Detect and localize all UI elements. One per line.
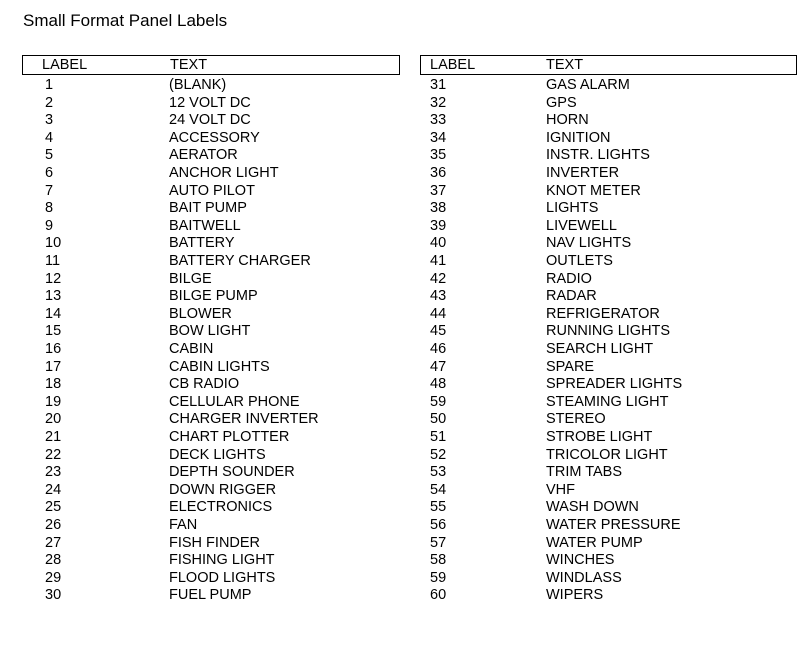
label-number: 53 <box>430 464 447 481</box>
label-text: GAS ALARM <box>546 77 630 93</box>
label-number: 35 <box>430 147 447 164</box>
label-number: 2 <box>45 94 54 111</box>
label-text: WINCHES <box>546 552 615 569</box>
label-text: CHARGER INVERTER <box>169 411 319 428</box>
label-text: WIPERS <box>546 587 604 604</box>
label-text: IGNITION <box>546 129 611 146</box>
label-text: FUEL PUMP <box>169 587 252 604</box>
label-text: WINDLASS <box>546 569 622 586</box>
label-text: 12 VOLT DC <box>169 94 251 111</box>
label-text: (BLANK) <box>169 77 227 93</box>
label-number: 17 <box>45 358 62 375</box>
label-number: 13 <box>45 288 62 305</box>
label-text: CELLULAR PHONE <box>169 393 300 410</box>
label-text: CABIN LIGHTS <box>169 358 270 375</box>
label-number: 21 <box>45 429 62 445</box>
label-text: BLOWER <box>169 305 232 322</box>
label-text: HORN <box>546 112 589 129</box>
label-text: REFRIGERATOR <box>546 305 660 322</box>
label-number: 29 <box>45 569 62 586</box>
label-number: 18 <box>45 376 62 393</box>
label-number: 59 <box>430 569 447 586</box>
label-number: 31 <box>430 77 447 93</box>
label-text: NAV LIGHTS <box>546 235 632 252</box>
label-number: 7 <box>45 182 54 199</box>
left-table-header <box>22 55 400 75</box>
text-column-header: TEXT <box>170 57 208 73</box>
label-text: INVERTER <box>546 165 620 181</box>
label-number: 22 <box>45 446 62 463</box>
label-text: STEAMING LIGHT <box>546 393 669 410</box>
label-number: 28 <box>45 552 62 569</box>
label-number: 41 <box>430 253 447 269</box>
label-text: FLOOD LIGHTS <box>169 569 276 586</box>
label-number: 27 <box>45 534 62 551</box>
label-number: 54 <box>430 481 447 498</box>
label-number: 8 <box>45 200 54 217</box>
label-text: TRICOLOR LIGHT <box>546 446 668 463</box>
label-text: SEARCH LIGHT <box>546 341 654 357</box>
label-number: 25 <box>45 499 62 516</box>
label-text: CB RADIO <box>169 376 240 393</box>
label-text: WATER PUMP <box>546 534 643 551</box>
label-number: 3 <box>45 112 54 129</box>
label-number: 42 <box>430 270 447 287</box>
label-text: DEPTH SOUNDER <box>169 464 295 481</box>
label-number: 56 <box>430 517 447 533</box>
label-text: FISHING LIGHT <box>169 552 275 569</box>
label-text: BATTERY <box>169 235 235 252</box>
label-number: 48 <box>430 376 447 393</box>
right-table-header <box>420 55 797 75</box>
label-number: 12 <box>45 270 62 287</box>
right-label-table <box>420 55 797 604</box>
text-column-header: TEXT <box>546 57 584 73</box>
label-number: 52 <box>430 446 447 463</box>
label-number: 39 <box>430 217 447 234</box>
label-number: 9 <box>45 217 54 234</box>
label-number: 4 <box>45 129 54 146</box>
label-number: 34 <box>430 129 447 146</box>
label-number: 5 <box>45 147 54 164</box>
label-text: BILGE PUMP <box>169 288 258 305</box>
label-text: STEREO <box>546 411 606 428</box>
label-number: 55 <box>430 499 447 516</box>
label-text: RUNNING LIGHTS <box>546 323 671 340</box>
label-number: 36 <box>430 165 447 181</box>
page-title: Small Format Panel Labels <box>23 11 228 30</box>
label-text: SPARE <box>546 358 595 375</box>
label-text: DOWN RIGGER <box>169 481 277 498</box>
label-number: 15 <box>45 323 62 340</box>
left-label-table <box>22 55 400 604</box>
label-number: 46 <box>430 341 447 357</box>
label-text: FISH FINDER <box>169 534 261 551</box>
label-number: 44 <box>430 305 447 322</box>
label-column-header: LABEL <box>42 57 88 73</box>
label-text: 24 VOLT DC <box>169 112 251 129</box>
label-text: AUTO PILOT <box>169 182 255 199</box>
label-text: BATTERY CHARGER <box>169 253 311 269</box>
label-text: LIVEWELL <box>546 217 617 234</box>
label-number: 58 <box>430 552 447 569</box>
label-text: RADAR <box>546 288 597 305</box>
label-number: 30 <box>45 587 62 604</box>
label-text: WASH DOWN <box>546 499 639 516</box>
label-number: 59 <box>430 393 447 410</box>
label-number: 51 <box>430 429 447 445</box>
label-text: BAIT PUMP <box>169 200 247 217</box>
label-text: AERATOR <box>169 147 238 164</box>
label-number: 11 <box>45 253 61 269</box>
label-text: CABIN <box>169 341 214 357</box>
label-text: ANCHOR LIGHT <box>169 165 279 181</box>
label-text: OUTLETS <box>546 253 613 269</box>
label-text: STROBE LIGHT <box>546 429 653 445</box>
label-number: 20 <box>45 411 62 428</box>
label-number: 40 <box>430 235 447 252</box>
label-number: 1 <box>45 77 54 93</box>
label-text: KNOT METER <box>546 182 641 199</box>
label-number: 19 <box>45 393 62 410</box>
label-number: 45 <box>430 323 447 340</box>
label-text: ACCESSORY <box>169 129 260 146</box>
label-number: 57 <box>430 534 447 551</box>
label-text: INSTR. LIGHTS <box>546 147 650 164</box>
label-column-header: LABEL <box>430 57 476 73</box>
label-text: LIGHTS <box>546 200 599 217</box>
label-number: 23 <box>45 464 62 481</box>
label-text: SPREADER LIGHTS <box>546 376 683 393</box>
label-text: BILGE <box>169 270 212 287</box>
label-number: 38 <box>430 200 447 217</box>
label-number: 50 <box>430 411 447 428</box>
label-text: GPS <box>546 94 577 111</box>
label-number: 14 <box>45 305 62 322</box>
label-text: BOW LIGHT <box>169 323 251 340</box>
label-text: DECK LIGHTS <box>169 446 266 463</box>
label-text: FAN <box>169 517 198 533</box>
label-number: 60 <box>430 587 447 604</box>
label-number: 43 <box>430 288 447 305</box>
label-number: 26 <box>45 517 62 533</box>
label-number: 37 <box>430 182 447 199</box>
label-number: 10 <box>45 235 62 252</box>
label-number: 16 <box>45 341 62 357</box>
label-text: RADIO <box>546 270 592 287</box>
label-text: CHART PLOTTER <box>169 429 290 445</box>
label-text: WATER PRESSURE <box>546 517 681 533</box>
label-text: VHF <box>546 481 575 498</box>
label-number: 47 <box>430 358 447 375</box>
label-text: BAITWELL <box>169 217 241 234</box>
label-number: 32 <box>430 94 447 111</box>
label-number: 6 <box>45 165 54 181</box>
label-text: ELECTRONICS <box>169 499 273 516</box>
label-text: TRIM TABS <box>546 464 622 481</box>
label-number: 24 <box>45 481 62 498</box>
label-number: 33 <box>430 112 447 129</box>
